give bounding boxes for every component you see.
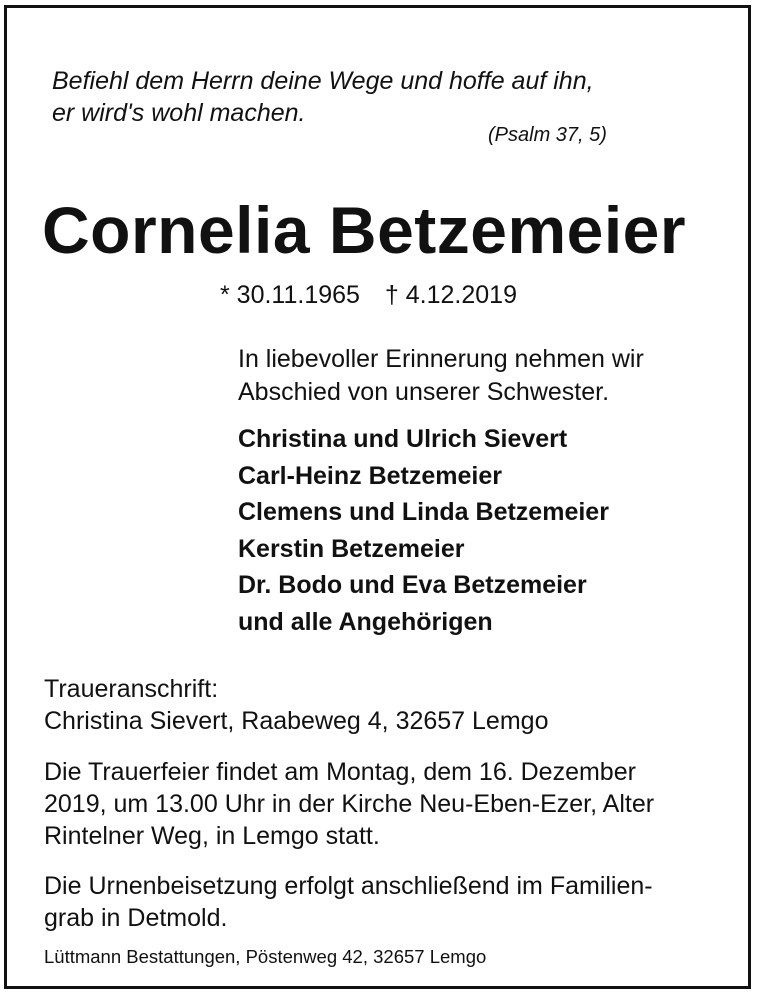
deceased-name: Cornelia Betzemeier bbox=[42, 193, 687, 267]
verse-line: er wird's wohl machen. bbox=[52, 99, 306, 127]
farewell-line: In liebevoller Erinnerung nehmen wir bbox=[238, 345, 644, 373]
mourning-address bbox=[44, 673, 548, 737]
bible-verse bbox=[52, 65, 594, 129]
verse-reference: (Psalm 37, 5) bbox=[488, 124, 607, 146]
death-date: † 4.12.2019 bbox=[384, 281, 517, 309]
burial-line: Die Urnenbeisetzung erfolgt anschließend im Familien- bbox=[44, 872, 653, 900]
undertaker-info: Lüttmann Bestattungen, Pöstenweg 42, 32657 Lemgo bbox=[44, 946, 487, 967]
farewell-text bbox=[238, 343, 644, 409]
address-label: Traueranschrift: bbox=[44, 675, 219, 703]
mourners-list bbox=[238, 421, 609, 640]
mourner-name: Christina und Ulrich Sievert bbox=[238, 425, 568, 453]
burial-info bbox=[44, 870, 653, 934]
mourner-name: Carl-Heinz Betzemeier bbox=[238, 461, 502, 490]
funeral-service-info bbox=[44, 756, 654, 852]
farewell-line: Abschied von unserer Schwester. bbox=[238, 378, 610, 406]
mourner-name: Dr. Bodo und Eva Betzemeier bbox=[238, 571, 587, 599]
mourner-name: und alle Angehörigen bbox=[238, 607, 493, 636]
service-line: Rintelner Weg, in Lemgo statt. bbox=[44, 822, 380, 850]
service-line: Die Trauerfeier findet am Montag, dem 16. Dezember bbox=[44, 758, 636, 786]
burial-line: grab in Detmold. bbox=[44, 904, 228, 932]
service-line: 2019, um 13.00 Uhr in der Kirche Neu-Eben-Ezer, Alter bbox=[44, 790, 655, 818]
mourner-name: Clemens und Linda Betzemeier bbox=[238, 498, 609, 526]
birth-date: * 30.11.1965 bbox=[220, 281, 360, 309]
verse-line: Befiehl dem Herrn deine Wege und hoffe auf ihn, bbox=[52, 67, 594, 95]
mourner-name: Kerstin Betzemeier bbox=[238, 534, 465, 563]
address-value: Christina Sievert, Raabeweg 4, 32657 Lemgo bbox=[44, 707, 549, 735]
life-dates bbox=[220, 281, 517, 310]
